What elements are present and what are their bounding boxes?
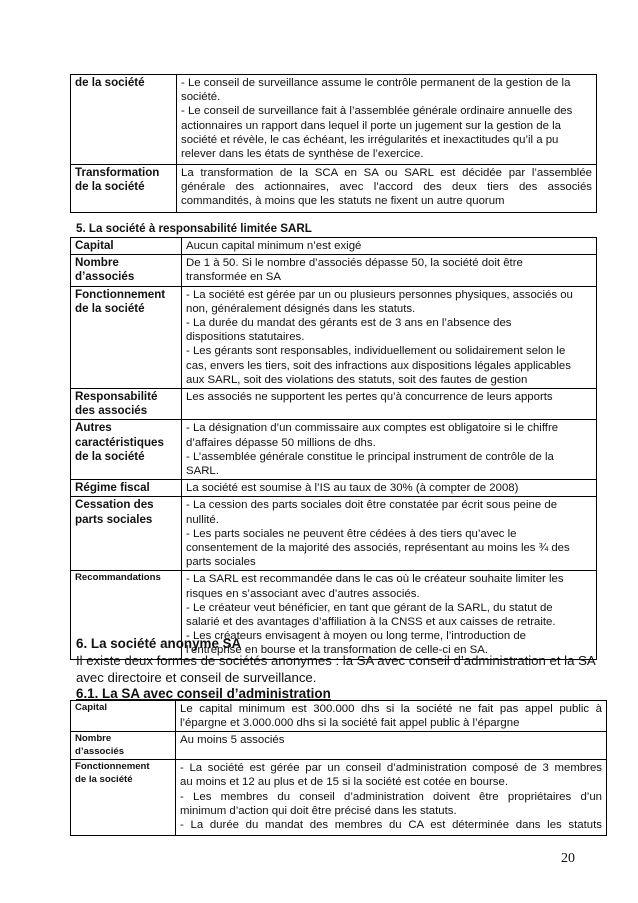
text-line: consentement de la majorité des associés, représentant au moins les ¾ des	[186, 542, 570, 555]
text-line: - La société est gérée par un ou plusieurs personnes physiques, associés ou	[186, 288, 573, 301]
row-label-line: Fonctionnement	[75, 287, 166, 301]
row-label	[71, 389, 182, 420]
row-label	[71, 480, 182, 497]
section-6-paragraph	[76, 653, 596, 686]
row-label-line: de la société	[75, 180, 145, 194]
text-line: - Le conseil de surveillance assume le contrôle permanent de la gestion de la	[181, 77, 571, 89]
row-content	[182, 497, 597, 571]
text-line: Les associés ne supportent les pertes qu’à concurrence de leurs apports	[186, 391, 553, 404]
sca-table	[70, 74, 597, 213]
row-label-line: des associés	[75, 404, 148, 418]
text-line: Aucun capital minimum n’est exigé	[186, 240, 362, 252]
row-label-line: Recommandations	[75, 572, 161, 584]
text-line: - La cession des parts sociales doit être constatée par écrit sous peine de	[186, 499, 558, 512]
row-content	[176, 732, 607, 760]
row-content	[177, 165, 597, 213]
text-line: - Les membres du conseil d’administration doivent être propriétaires d’un	[180, 790, 602, 803]
table-row	[71, 732, 607, 760]
text-line: dispositions statutaires.	[186, 331, 305, 344]
row-content	[182, 420, 597, 480]
row-label-line: de la société	[75, 76, 145, 89]
text-line: l’entreprise en bourse et la transformation de celle-ci en SA.	[186, 644, 489, 657]
row-label-line: Régime fiscal	[75, 481, 150, 495]
text-line: - La SARL est recommandée dans le cas où le créateur souhaite limiter les	[186, 573, 564, 586]
table-row	[71, 480, 597, 497]
text-line: minimum d’action qui doit être précisé dans les statuts.	[180, 804, 457, 817]
text-line: transformée en SA	[186, 271, 281, 284]
section-6-heading: 6. La société anonyme SA	[76, 636, 242, 651]
row-label	[71, 286, 182, 388]
table-row	[71, 701, 607, 732]
table-row	[71, 286, 597, 388]
row-content	[182, 480, 597, 497]
row-label	[71, 497, 182, 571]
text-line: l’épargne et 3.000.000 dhs si la société fait appel public à l’épargne	[180, 717, 520, 730]
row-content	[182, 286, 597, 388]
row-label-line: Cessation des	[75, 498, 154, 512]
text-line: parts sociales	[186, 556, 256, 569]
row-label-line: Capital	[75, 702, 107, 713]
text-line: - La durée du mandat des gérants est de 3 ans en l’absence des	[186, 317, 512, 330]
row-content	[176, 701, 607, 732]
row-label-line: de la société	[75, 449, 145, 463]
text-line: SARL.	[186, 465, 219, 478]
row-content	[182, 238, 597, 255]
row-label-line: d’associés	[75, 745, 125, 757]
row-label-line: parts sociales	[75, 512, 153, 526]
text-line: nullité.	[186, 513, 219, 526]
text-line: société et révèle, le cas échéant, les irrégularités et inexactitudes qu’il a pu	[181, 133, 559, 146]
row-label	[71, 165, 177, 213]
text-line: - Les parts sociales ne peuvent être cédées à des tiers qu’avec le	[186, 527, 517, 540]
text-line: Au moins 5 associés	[180, 734, 285, 747]
subheading-text: 6.1. La SA avec conseil d’administration	[76, 686, 331, 701]
row-label	[71, 75, 177, 165]
text-line: - L’assemblée générale constitue le principal instrument de contrôle de la	[186, 450, 554, 463]
text-line: La société est soumise à l’IS au taux de 30% (à compter de 2008)	[186, 482, 519, 495]
text-line: risques en s’associant avec d’autres associés.	[186, 587, 420, 600]
sarl-table	[70, 237, 597, 660]
text-line: relever dans les états de synthèse de l’exercice.	[181, 148, 424, 161]
text-line: - La société est gérée par un conseil d’administration composé de 3 membres	[180, 762, 602, 775]
table-row	[71, 255, 597, 286]
text-line: actionnaires un rapport dans lequel il porte un jugement sur la gestion de la	[181, 119, 561, 132]
text-line: Le capital minimum est 300.000 dhs si la société ne fait pas appel public à	[180, 703, 602, 715]
table-row	[71, 165, 597, 213]
text-line: cas, envers les tiers, soit des infractions aux dispositions légales applicables	[186, 359, 571, 372]
row-label-line: caractéristiques	[75, 435, 164, 449]
text-line: - La désignation d’un commissaire aux comptes est obligatoire si le chiffre	[186, 422, 559, 435]
text-line: - Le conseil de surveillance fait à l’assemblée générale ordinaire annuelle des	[181, 105, 573, 118]
table-row	[71, 760, 607, 836]
text-line: au moins et 12 au plus et de 15 si la société est cotée en bourse.	[180, 776, 509, 789]
row-content	[182, 255, 597, 286]
row-label-line: Transformation	[75, 166, 160, 179]
text-line: société.	[181, 91, 221, 104]
row-label-line: de la société	[75, 773, 133, 785]
table-row	[71, 497, 597, 571]
text-line: commandités, à moins que les statuts ne fixent un autre quorum	[181, 195, 505, 208]
table-row	[71, 75, 597, 165]
row-content	[177, 75, 597, 165]
text-line: non, généralement désignés dans les statuts.	[186, 302, 416, 315]
row-label-line: Responsabilité	[75, 390, 158, 404]
row-label-line: Nombre	[75, 733, 112, 745]
paragraph-line: Il existe deux formes de sociétés anonymes : la SA avec conseil d’administration et la SA	[76, 653, 596, 668]
row-label	[71, 701, 176, 732]
row-content	[176, 760, 607, 836]
row-label-line: de la société	[75, 301, 145, 315]
sa-table	[70, 700, 607, 836]
page-number: 20	[561, 851, 575, 866]
row-content	[182, 571, 597, 659]
paragraph-line: avec directoire et conseil de surveillance.	[76, 669, 317, 685]
text-line: La transformation de la SCA en SA ou SARL est décidée par l’assemblée	[181, 167, 592, 179]
text-line: - La durée du mandat des membres du CA est déterminée dans les statuts	[180, 819, 602, 832]
row-label-line: Nombre	[75, 256, 119, 270]
row-label-line: Autres	[75, 421, 112, 435]
text-line: - Les gérants sont responsables, individuellement ou solidairement selon le	[186, 345, 566, 358]
text-line: - Les créateurs envisagent à moyen ou long terme, l’introduction de	[186, 630, 527, 643]
table-row	[71, 238, 597, 255]
table-row	[71, 389, 597, 420]
row-label-line: d’associés	[75, 270, 135, 284]
text-line: générale des actionnaires, avec l’accord des deux tiers des associés	[181, 181, 592, 194]
text-line: salarié et des avantages d’affiliation à la CNSS et aux caisses de retraite.	[186, 616, 556, 629]
text-line: - Le créateur veut bénéficier, en tant que gérant de la SARL, du statut de	[186, 601, 553, 614]
row-label	[71, 255, 182, 286]
text-line: De 1 à 50. Si le nombre d’associés dépasse 50, la société doit être	[186, 257, 523, 270]
section-5-heading: 5. La société à responsabilité limitée SARL	[76, 222, 312, 235]
row-label	[71, 238, 182, 255]
table-row	[71, 420, 597, 480]
row-content	[182, 389, 597, 420]
row-label	[71, 732, 176, 760]
row-label	[71, 420, 182, 480]
row-label	[71, 760, 176, 836]
text-line: aux SARL, soit des violations des statuts, soit des fautes de gestion	[186, 373, 528, 386]
text-line: d’affaires dépasse 50 millions de dhs.	[186, 436, 376, 449]
row-label-line: Fonctionnement	[75, 761, 150, 773]
row-label-line: Capital	[75, 239, 114, 252]
